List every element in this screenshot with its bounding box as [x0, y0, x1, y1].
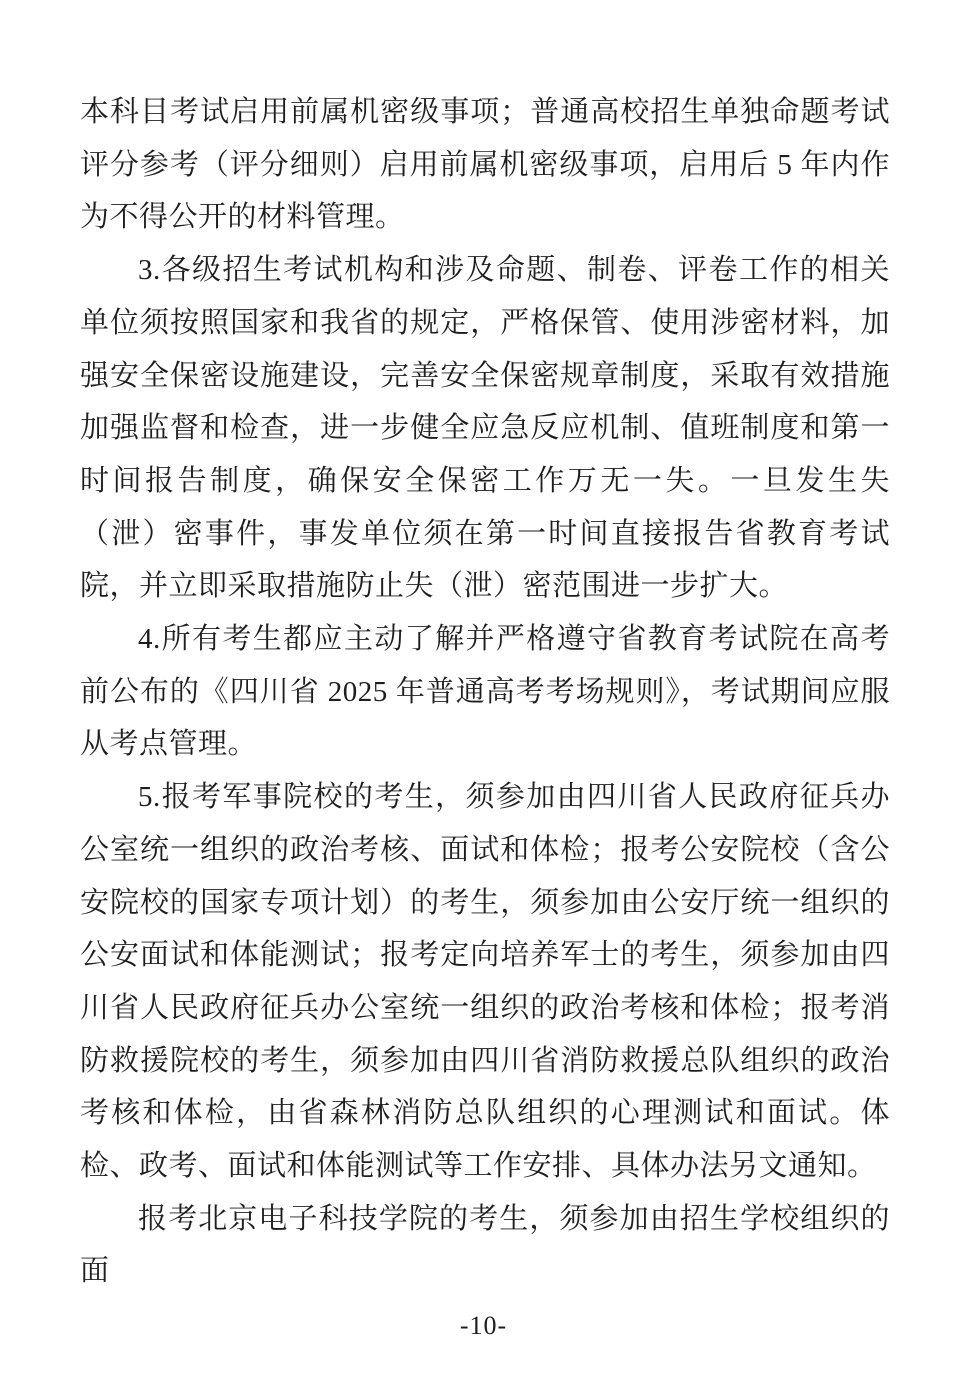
- paragraph-item-3: 3.各级招生考试机构和涉及命题、制卷、评卷工作的相关单位须按照国家和我省的规定，严格保管、使用涉密材料，加强安全保密设施建设，完善安全保密规章制度，采取有效措施加强监督和检查，进一步健全应急反应机制、值班制度和第一时间报告制度，确保安全保密工作万无一失。一旦发生失（泄）密事件，事发单位须在第一时间直接报告省教育考试院，并立即采取措施防止失（泄）密范围进一步扩大。: [80, 254, 890, 603]
- page-number: -10-: [459, 1311, 508, 1340]
- document-body: [80, 86, 890, 1298]
- paragraph-beijing-college: 报考北京电子科技学院的考生，须参加由招生学校组织的面: [80, 1202, 890, 1288]
- paragraph-item-5: 5.报考军事院校的考生，须参加由四川省人民政府征兵办公室统一组织的政治考核、面试和体检；报考公安院校（含公安院校的国家专项计划）的考生，须参加由公安厅统一组织的公安面试和体能测试；报考定向培养军士的考生，须参加由四川省人民政府征兵办公室统一组织的政治考核和体检；报考消防救援院校的考生，须参加由四川省消防救援总队组织的政治考核和体检，由省森林消防总队组织的心理测试和面试。体检、政考、面试和体能测试等工作安排、具体办法另文通知。: [80, 781, 890, 1183]
- paragraph-continuation: 本科目考试启用前属机密级事项；普通高校招生单独命题考试评分参考（评分细则）启用前属机密级事项，启用后 5 年内作为不得公开的材料管理。: [80, 96, 890, 234]
- paragraph-item-4: 4.所有考生都应主动了解并严格遵守省教育考试院在高考前公布的《四川省 2025 年普通高考考场规则》，考试期间应服从考点管理。: [80, 623, 890, 761]
